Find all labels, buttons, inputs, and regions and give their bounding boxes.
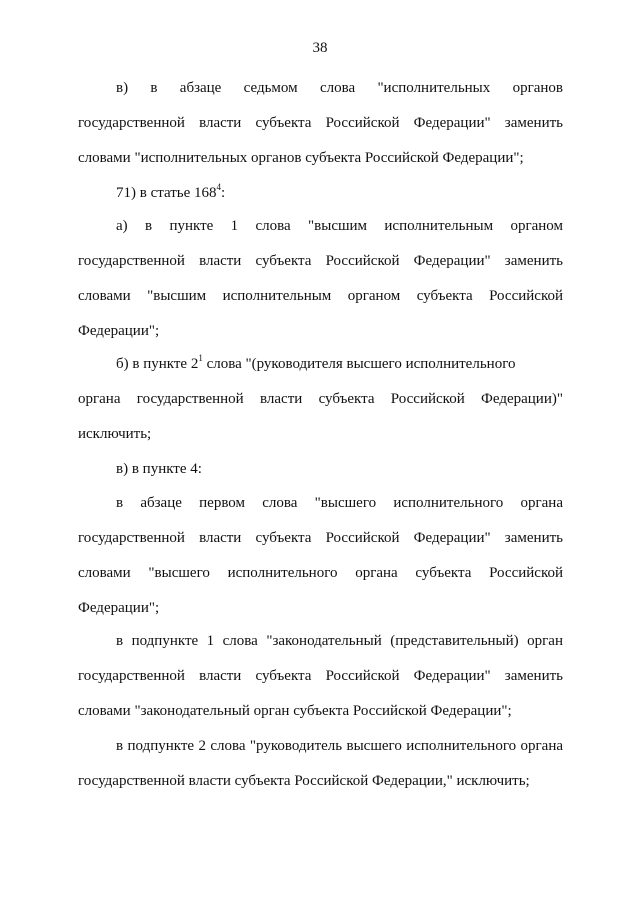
text-line: словами "высшего исполнительного органа субъекта Российской (78, 565, 563, 581)
text-line: в) в пункте 4: (116, 461, 202, 477)
article-ref-text: 71) в статье 168 (116, 185, 217, 201)
superscript: 1 (198, 353, 203, 363)
text-line: исключить; (78, 426, 152, 442)
article-ref-colon: : (221, 185, 226, 201)
text-line: Федерации"; (78, 600, 160, 616)
clause-b-rest: слова "(руководителя высшего исполнительного (202, 356, 516, 372)
text-line (116, 355, 563, 373)
text-line: государственной власти субъекта Российской Федерации," исключить; (78, 773, 530, 789)
text-line: государственной власти субъекта Российской Федерации" заменить (78, 115, 563, 131)
superscript: 4 (216, 182, 222, 192)
text-line: словами "исполнительных органов субъекта Российской Федерации"; (78, 150, 524, 166)
text-line: в абзаце первом слова "высшего исполнительного органа (116, 495, 563, 511)
text-line: в подпункте 1 слова "законодательный (представительный) орган (116, 633, 563, 649)
text-line: словами "законодательный орган субъекта Российской Федерации"; (78, 703, 512, 719)
text-line: государственной власти субъекта Российской Федерации" заменить (78, 253, 563, 269)
text-line (116, 184, 225, 202)
text-line: в) в абзаце седьмом слова "исполнительных органов (116, 80, 563, 96)
clause-b-start: б) в пункте 2 (116, 356, 199, 372)
text-line: словами "высшим исполнительным органом субъекта Российской (78, 288, 563, 304)
text-line: а) в пункте 1 слова "высшим исполнительным органом (116, 218, 563, 234)
text-line: в подпункте 2 слова "руководитель высшего исполнительного органа (116, 738, 563, 754)
text-line: Федерации"; (78, 323, 160, 339)
text-line: государственной власти субъекта Российской Федерации" заменить (78, 530, 563, 546)
text-line: государственной власти субъекта Российской Федерации" заменить (78, 668, 563, 684)
page-number: 38 (312, 40, 328, 56)
text-line: органа государственной власти субъекта Российской Федерации)" (78, 391, 563, 407)
